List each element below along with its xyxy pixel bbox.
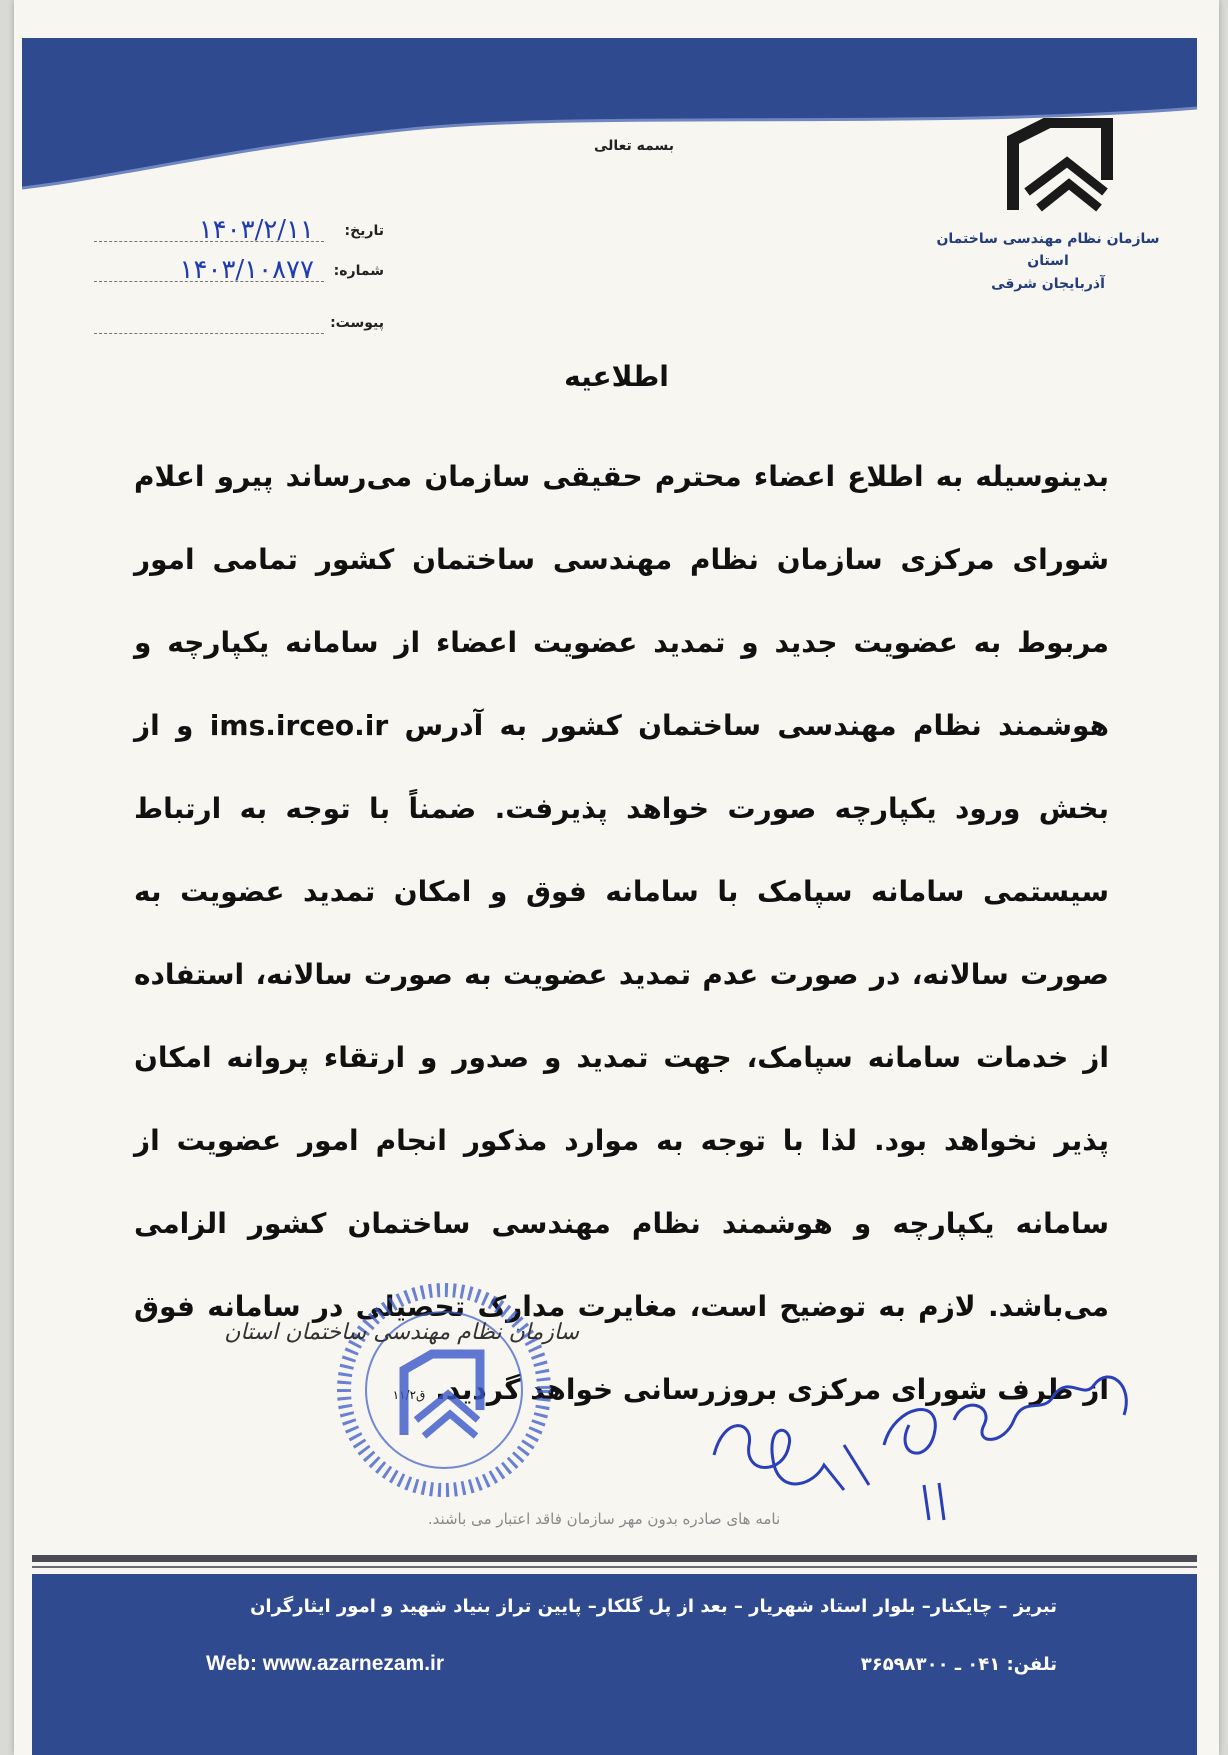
- organization-name: [933, 228, 1163, 295]
- date-field: [94, 215, 384, 255]
- official-seal-stamp-icon: [324, 1270, 564, 1510]
- date-label: تاریخ:: [344, 223, 384, 239]
- date-value: ۱۴۰۳/۲/۱۱: [198, 215, 314, 245]
- footer-rule: [32, 1555, 1197, 1562]
- letter-meta: [94, 215, 384, 347]
- bismillah-heading: بسمه تعالی: [593, 138, 675, 154]
- footer-band: [32, 1574, 1197, 1755]
- announcement-body: [134, 435, 1109, 1437]
- footer-phone: تلفن: ۰۴۱ ـ ۳۶۵۹۸۳۰۰: [860, 1654, 1057, 1675]
- handwritten-signature-icon: [694, 1325, 1154, 1525]
- attachment-label: پیوست:: [330, 315, 384, 331]
- number-field: [94, 255, 384, 295]
- number-value: ۱۴۰۳/۱۰۸۷۷: [179, 255, 314, 285]
- attachment-field: [94, 307, 384, 347]
- footer-address: تبریز – چایکنار– بلوار استاد شهریار – بعد از پل گلکار– پایین تراز بنیاد شهید و امور ایثارگران: [250, 1596, 1057, 1617]
- announcement-title: اطلاعیه: [564, 360, 669, 393]
- stamp-disclaimer: نامه های صادره بدون مهر سازمان فاقد اعتبار می باشند.: [427, 1510, 781, 1528]
- org-name-line2: آذربایجان شرقی: [991, 275, 1105, 292]
- building-engineering-logo-icon: [989, 118, 1129, 218]
- body-text: بدینوسیله به اطلاع اعضاء محترم حقیقی سازمان می‌رساند پیرو اعلام شورای مرکزی سازمان نظام مهندسی ساختمان کشور تمامی امور مربوط به عضویت جدید و تمدید عضویت اعضاء از سامانه یکپارچه و هوشمند نظام مهندسی ساختمان کشور به آدرس ims.irceo.ir و از بخش ورود یکپارچه صورت خواهد پذیرفت. ضمناً با توجه به ارتباط سیستمی سامانه سپامک با سامانه فوق و امکان تمدید عضویت به صورت سالانه، در صورت عدم تمدید عضویت به صورت سالانه، استفاده از خدمات سامانه سپامک، جهت تمدید و صدور و ارتقاء پروانه امکان پذیر نخواهد بود. لذا با توجه به موارد مذکور انجام امور عضویت از سامانه یکپارچه و هوشمند نظام مهندسی ساختمان کشور الزامی می‌باشد. لازم به توضیح است، مغایرت مدارک تحصیلی در سامانه فوق از طرف شورای مرکزی بروزرسانی خواهد گردید.: [134, 460, 1109, 1406]
- reference-note: ق۱۱/۲: [392, 1388, 426, 1402]
- org-name-line1: سازمان نظام مهندسی ساختمان استان: [936, 231, 1160, 270]
- footer-website: Web: www.azarnezam.ir: [206, 1652, 445, 1675]
- number-label: شماره:: [333, 263, 384, 279]
- footer-rule-thin: [32, 1566, 1197, 1568]
- signature-caption: سازمان نظام مهندسی ساختمان استان: [224, 1320, 579, 1345]
- letter-page: [14, 0, 1219, 1755]
